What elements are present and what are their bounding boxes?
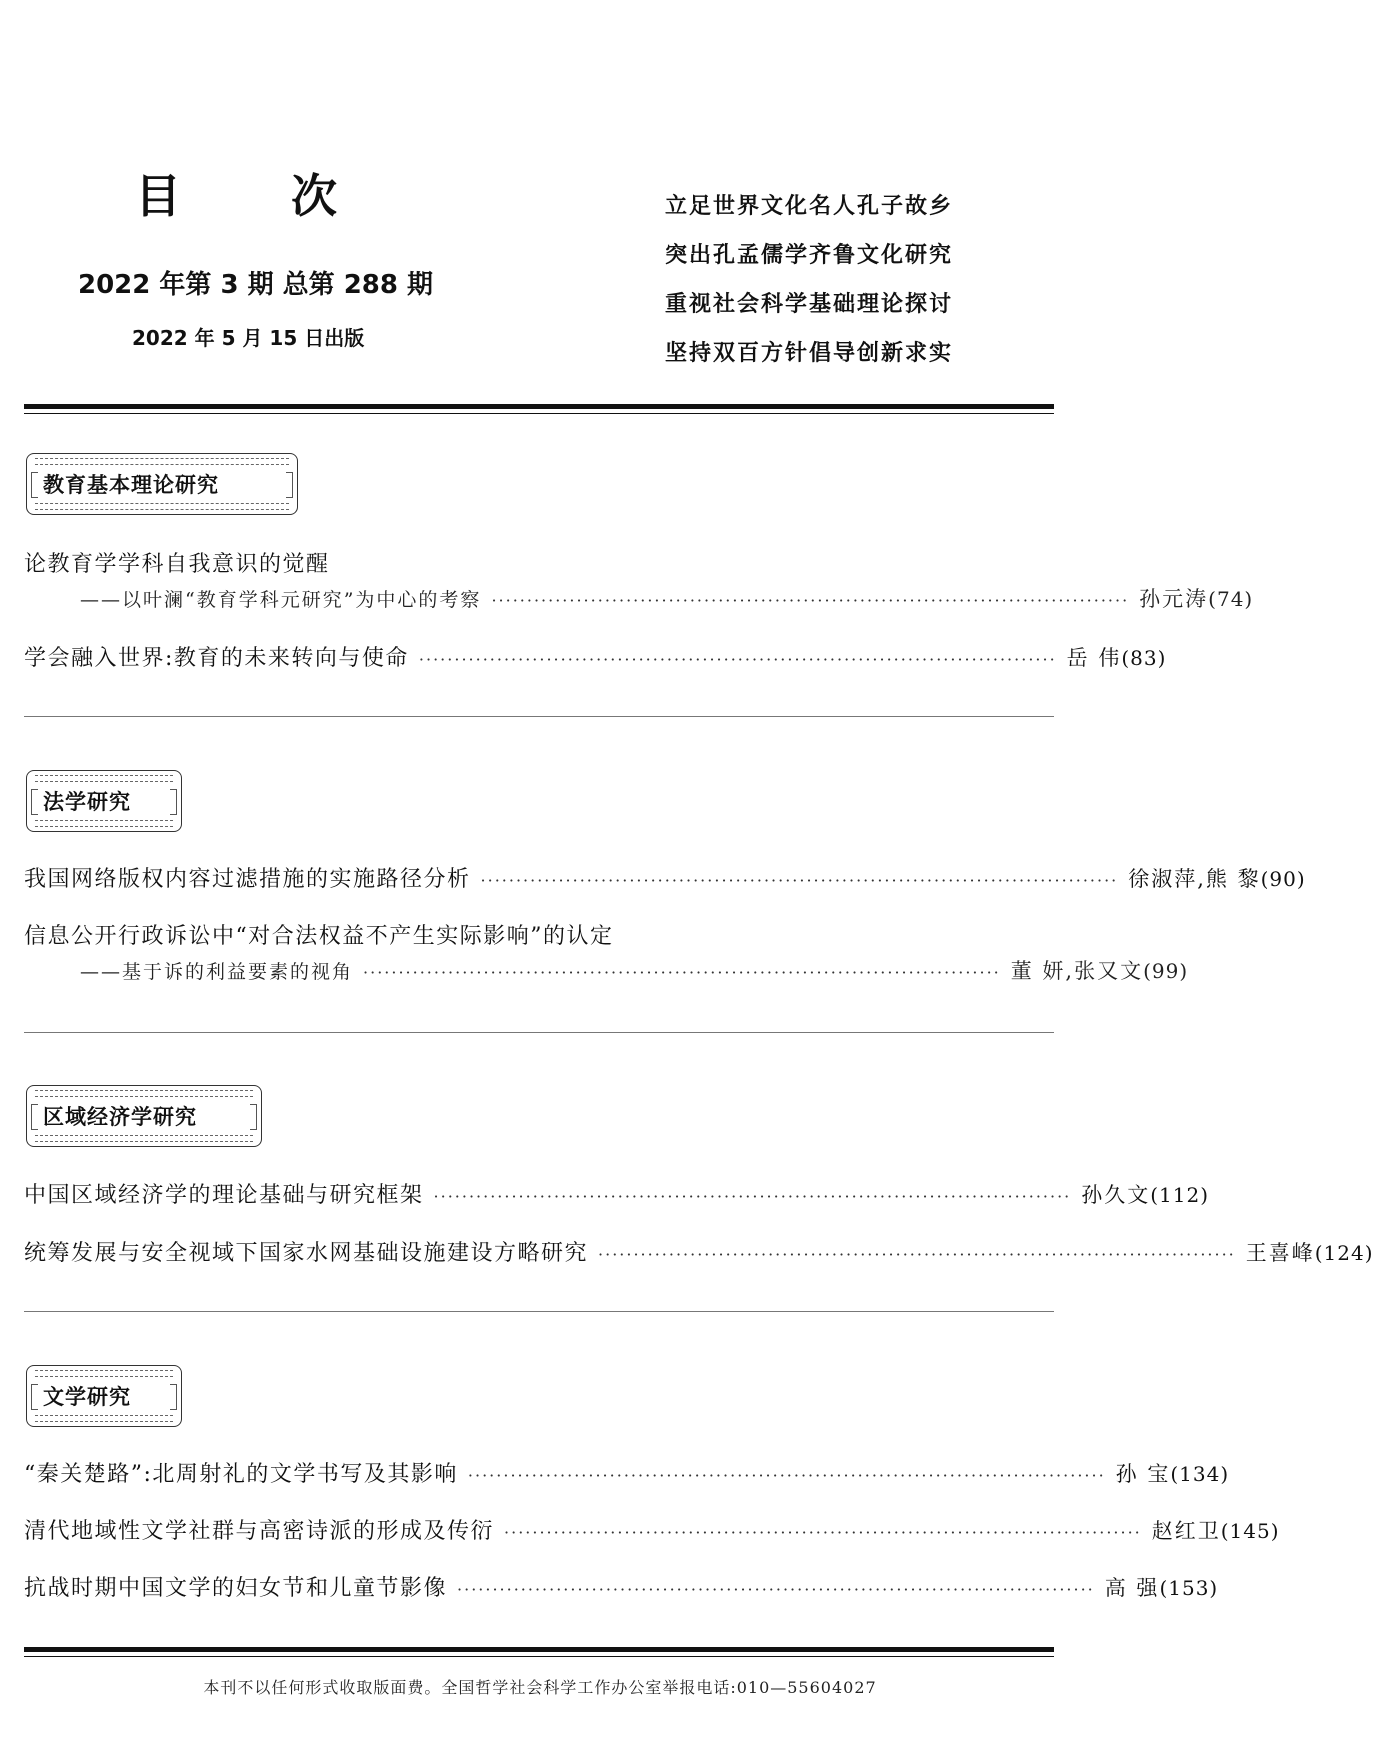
entry-author: 孙久文 — [1081, 1183, 1151, 1207]
entry-subtitle-row — [24, 954, 1189, 988]
section-label: 区域经济学研究 — [43, 1105, 197, 1129]
entry-author: 王喜峰 — [1245, 1241, 1315, 1265]
issue-number: 2022 年第 3 期 总第 288 期 — [78, 270, 434, 300]
entry-title[interactable]: 我国网络版权内容过滤措施的实施路径分析 — [24, 867, 471, 892]
entry-title-row — [24, 641, 1167, 675]
section-badge-education — [26, 453, 298, 515]
badge-bracket — [170, 789, 177, 815]
entry-page: (83) — [1121, 646, 1167, 670]
toc-entry[interactable] — [24, 1178, 1210, 1212]
badge-bracket — [31, 1384, 38, 1410]
entry-page: (90) — [1260, 867, 1306, 891]
footer-rule-thick — [24, 1647, 1054, 1652]
entry-title[interactable]: 学会融入世界:教育的未来转向与使命 — [24, 646, 409, 671]
toc-entry[interactable] — [24, 1514, 1280, 1548]
entry-author: 孙元涛 — [1139, 587, 1209, 611]
leader-dots: ·························································································· — [418, 650, 1057, 669]
entry-title-row — [24, 1457, 1230, 1491]
badge-bracket — [170, 1384, 177, 1410]
entry-title[interactable]: “秦关楚路”:北周射礼的文学书写及其影响 — [24, 1462, 458, 1487]
section-badge-law — [26, 770, 182, 832]
entry-title-row — [24, 1178, 1210, 1212]
badge-bracket — [31, 789, 38, 815]
entry-title[interactable]: 中国区域经济学的理论基础与研究框架 — [24, 1183, 424, 1208]
page-title: 目次 — [135, 169, 447, 223]
entry-author: 徐淑萍,熊 黎 — [1128, 867, 1261, 891]
entry-page: (145) — [1220, 1519, 1280, 1543]
entry-page: (134) — [1170, 1462, 1230, 1486]
entry-title-row — [24, 548, 1054, 582]
badge-bracket — [250, 1104, 257, 1130]
entry-title[interactable]: 清代地域性文学社群与高密诗派的形成及传衍 — [24, 1519, 495, 1544]
entry-page: (124) — [1314, 1241, 1374, 1265]
toc-entry[interactable] — [24, 920, 1189, 988]
entry-title-row — [24, 1236, 1374, 1270]
motto-line: 立足世界文化名人孔子故乡 — [665, 194, 954, 219]
footer-rule-thin — [24, 1656, 1054, 1657]
entry-author: 高 强 — [1104, 1576, 1160, 1600]
publication-date: 2022 年 5 月 15 日出版 — [132, 326, 365, 350]
entry-title[interactable]: 抗战时期中国文学的妇女节和儿童节影像 — [24, 1576, 448, 1601]
badge-bracket — [31, 1104, 38, 1130]
section-label: 法学研究 — [43, 790, 131, 814]
section-label: 文学研究 — [43, 1385, 131, 1409]
entry-author: 孙 宝 — [1115, 1462, 1171, 1486]
leader-dots: ·························································································· — [363, 963, 1001, 982]
toc-entry[interactable] — [24, 862, 1306, 896]
toc-entry[interactable] — [24, 1457, 1230, 1491]
entry-author: 岳 伟 — [1066, 646, 1122, 670]
motto-line: 重视社会科学基础理论探讨 — [665, 292, 954, 317]
entry-subtitle: ——基于诉的利益要素的视角 — [80, 961, 354, 983]
motto-line: 坚持双百方针倡导创新求实 — [665, 341, 954, 366]
badge-bracket — [31, 472, 38, 498]
journal-mottos — [665, 192, 1025, 388]
toc-entry[interactable] — [24, 1571, 1219, 1605]
motto-line: 突出孔孟儒学齐鲁文化研究 — [665, 243, 954, 268]
toc-entry[interactable] — [24, 641, 1167, 675]
toc-entry[interactable] — [24, 548, 1254, 616]
entry-subtitle-row — [24, 582, 1254, 616]
toc-entry[interactable] — [24, 1236, 1374, 1270]
badge-bracket — [286, 472, 293, 498]
leader-dots: ·························································································· — [491, 591, 1130, 610]
entry-author: 董 妍,张又文 — [1010, 959, 1144, 983]
entry-author: 赵红卫 — [1151, 1519, 1221, 1543]
section-divider — [24, 1311, 1054, 1312]
entry-title-row — [24, 862, 1306, 896]
footer-notice: 本刊不以任何形式收取版面费。全国哲学社会科学工作办公室举报电话:010—55604027 — [203, 1678, 877, 1697]
leader-dots: ·························································································· — [504, 1523, 1142, 1542]
entry-title-row — [24, 920, 1054, 954]
section-badge-regional-economics — [26, 1085, 262, 1147]
leader-dots: ·························································································· — [457, 1580, 1095, 1599]
entry-page: (153) — [1159, 1576, 1219, 1600]
header-rule-thin — [24, 413, 1054, 414]
entry-title[interactable]: 论教育学学科自我意识的觉醒 — [24, 552, 330, 577]
section-badge-literature — [26, 1365, 182, 1427]
entry-title-row — [24, 1514, 1280, 1548]
leader-dots: ·························································································· — [433, 1187, 1072, 1206]
leader-dots: ·························································································· — [480, 871, 1119, 890]
entry-title[interactable]: 信息公开行政诉讼中“对合法权益不产生实际影响”的认定 — [24, 924, 614, 949]
leader-dots: ·························································································· — [467, 1466, 1106, 1485]
section-divider — [24, 1032, 1054, 1033]
entry-title[interactable]: 统筹发展与安全视域下国家水网基础设施建设方略研究 — [24, 1241, 589, 1266]
section-label: 教育基本理论研究 — [43, 473, 219, 497]
entry-subtitle: ——以叶澜“教育学科元研究”为中心的考察 — [80, 589, 482, 611]
leader-dots: ·························································································· — [598, 1245, 1236, 1264]
entry-page: (99) — [1143, 959, 1189, 983]
entry-page: (112) — [1150, 1183, 1210, 1207]
entry-title-row — [24, 1571, 1219, 1605]
entry-page: (74) — [1208, 587, 1254, 611]
section-divider — [24, 716, 1054, 717]
header-rule-thick — [24, 404, 1054, 409]
